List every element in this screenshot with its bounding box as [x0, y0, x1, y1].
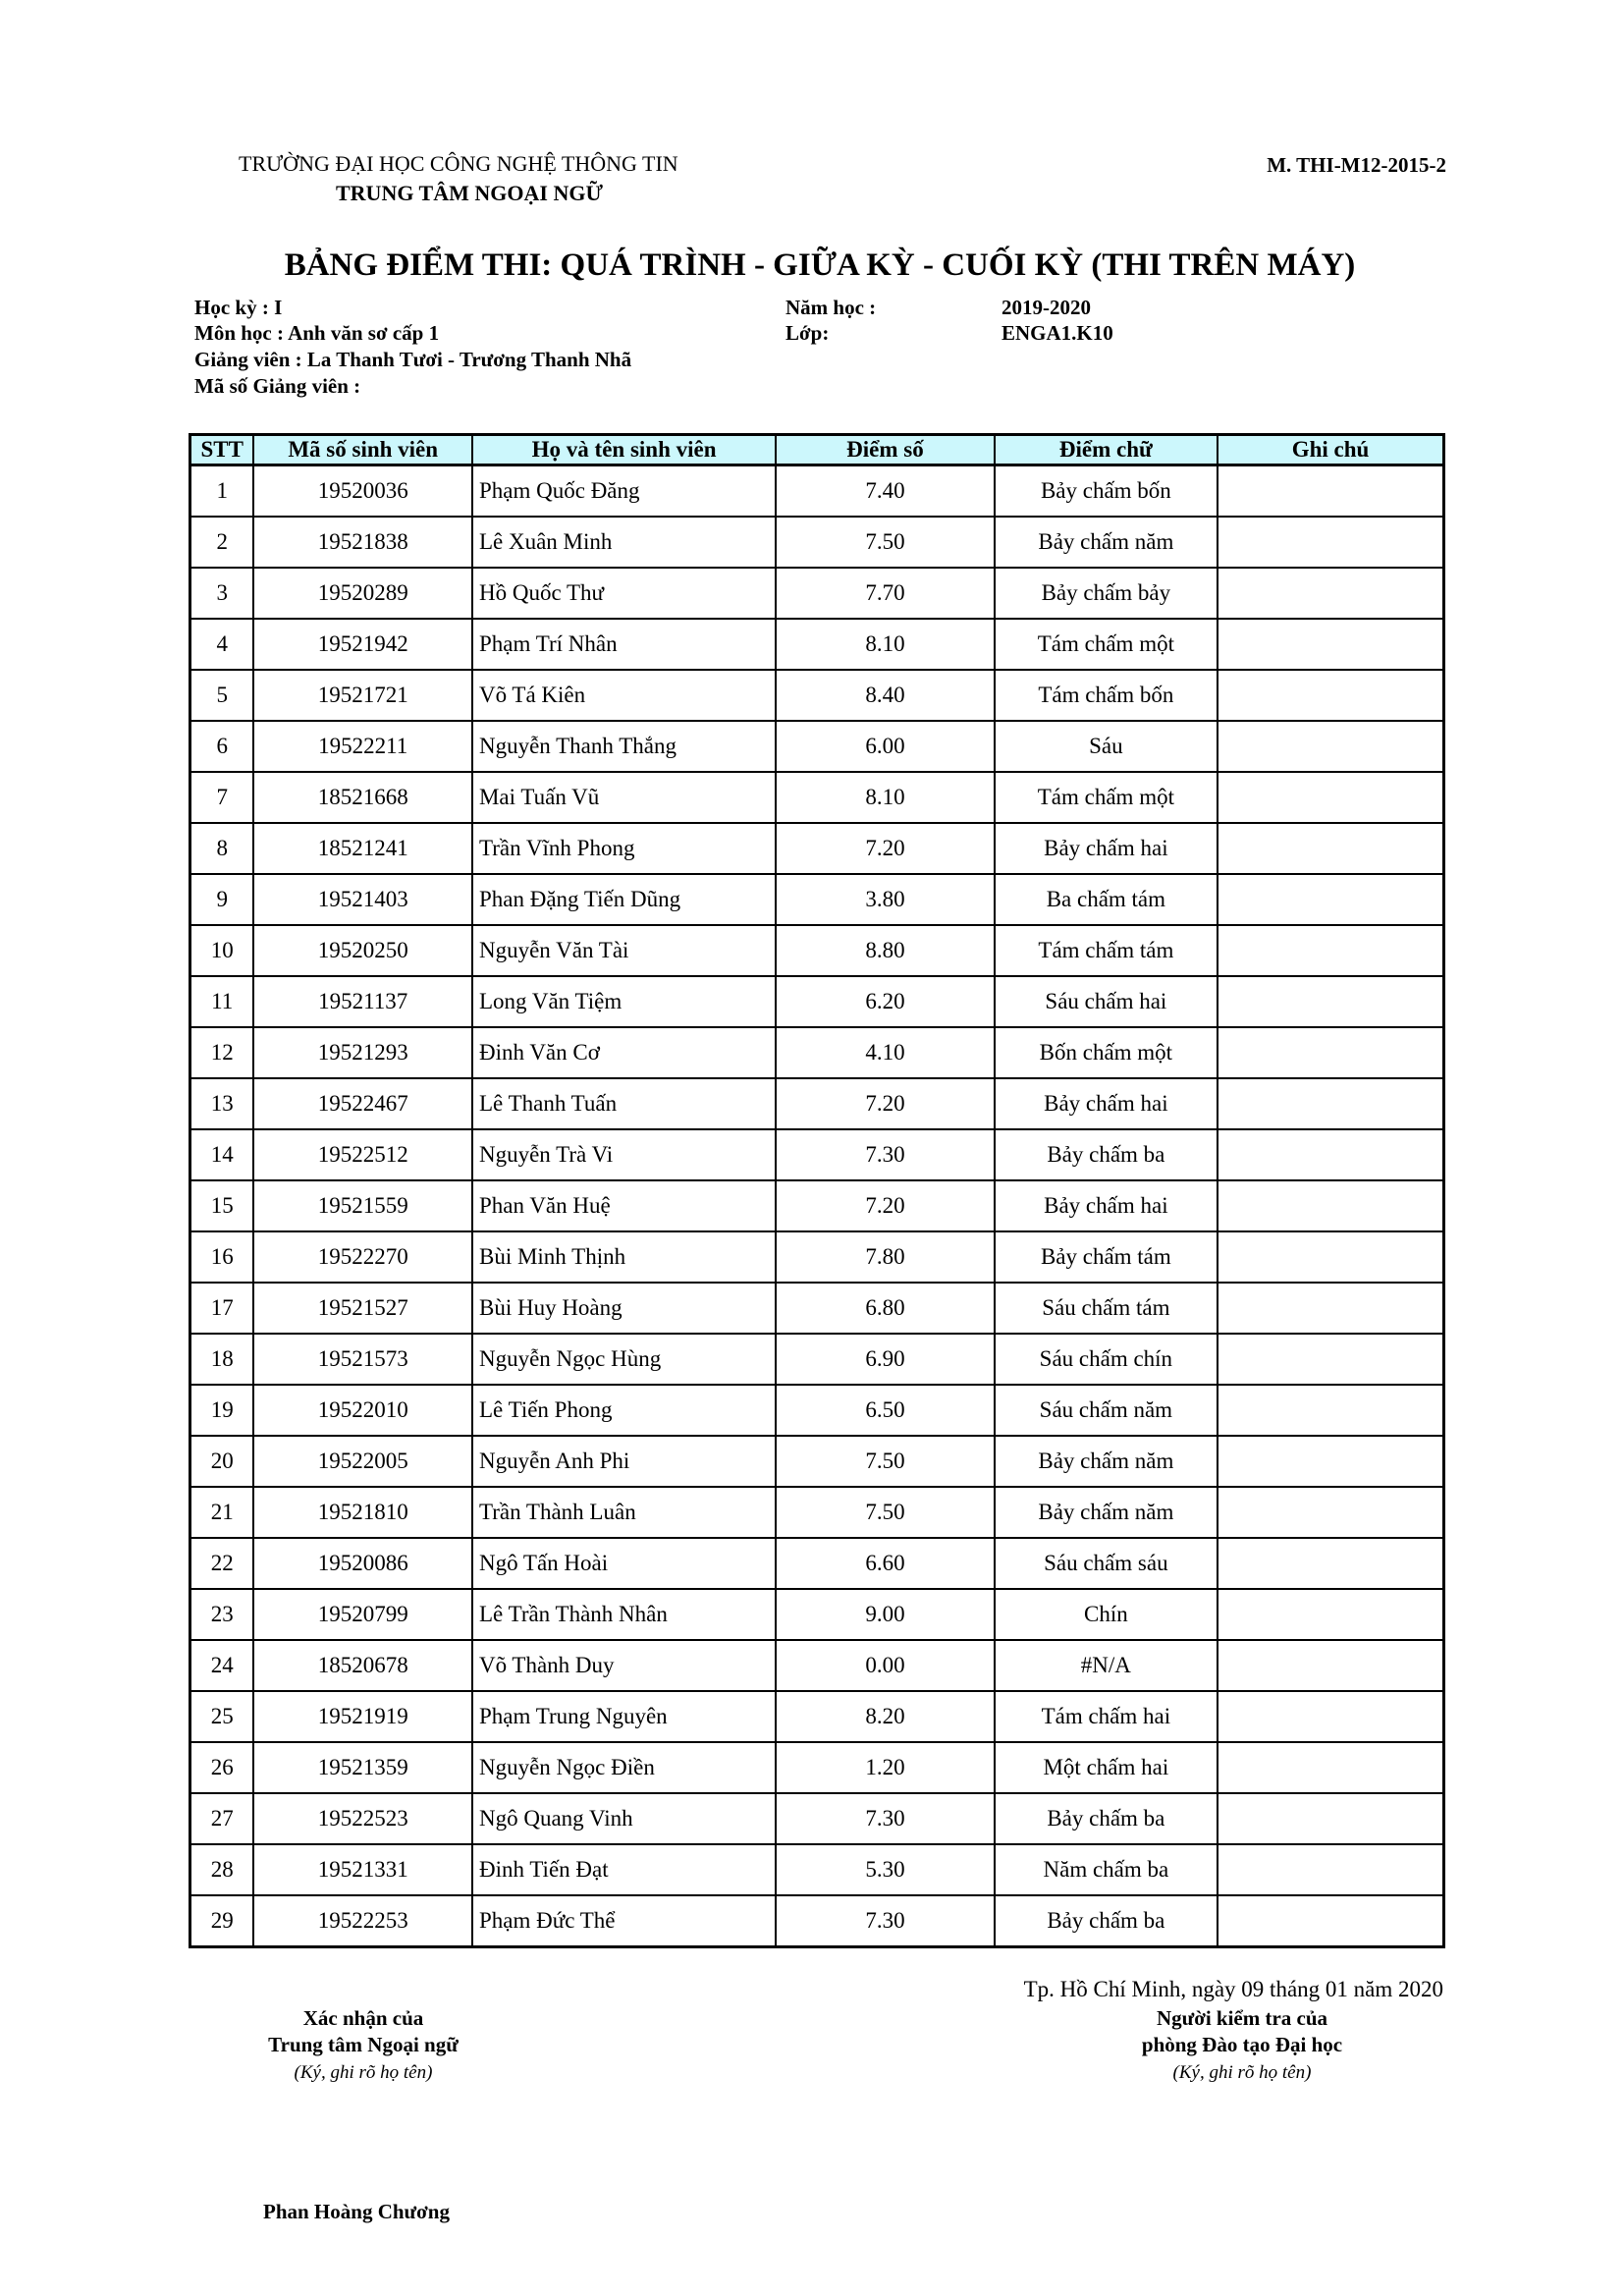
cell-note [1218, 1027, 1443, 1078]
cell-stt: 23 [190, 1589, 254, 1640]
cell-stt: 28 [190, 1844, 254, 1895]
cell-score: 8.40 [776, 670, 994, 721]
cell-score: 6.20 [776, 976, 994, 1027]
cell-score: 7.80 [776, 1231, 994, 1283]
cell-student-name: Lê Xuân Minh [472, 517, 776, 568]
cell-score-words: Tám chấm tám [995, 925, 1218, 976]
table-row [190, 1078, 1444, 1129]
cell-student-id: 19522512 [253, 1129, 472, 1180]
cell-student-id: 19522211 [253, 721, 472, 772]
cell-score: 7.40 [776, 465, 994, 518]
cell-stt: 29 [190, 1895, 254, 1947]
cell-score: 6.50 [776, 1385, 994, 1436]
cell-student-id: 19520799 [253, 1589, 472, 1640]
cell-stt: 26 [190, 1742, 254, 1793]
cell-note [1218, 1742, 1443, 1793]
cell-note [1218, 874, 1443, 925]
cell-stt: 8 [190, 823, 254, 874]
class-label: Lớp: [785, 321, 830, 345]
cell-score-words: Sáu [995, 721, 1218, 772]
cell-score: 0.00 [776, 1640, 994, 1691]
cell-student-name: Bùi Huy Hoàng [472, 1283, 776, 1334]
lecturer-id-label: Mã số Giảng viên : [194, 374, 361, 398]
cell-note [1218, 1487, 1443, 1538]
cell-note [1218, 976, 1443, 1027]
cell-student-id: 19521137 [253, 976, 472, 1027]
cell-score-words: Bảy chấm tám [995, 1231, 1218, 1283]
cell-score-words: Bảy chấm năm [995, 1487, 1218, 1538]
table-row [190, 1895, 1444, 1947]
cell-student-name: Trần Thành Luân [472, 1487, 776, 1538]
cell-score-words: Sáu chấm hai [995, 976, 1218, 1027]
cell-score-words: Ba chấm tám [995, 874, 1218, 925]
cell-student-id: 19520086 [253, 1538, 472, 1589]
table-row [190, 670, 1444, 721]
cell-student-id: 19521573 [253, 1334, 472, 1385]
cell-note [1218, 721, 1443, 772]
class-value: ENGA1.K10 [1001, 321, 1113, 345]
cell-stt: 25 [190, 1691, 254, 1742]
cell-stt: 27 [190, 1793, 254, 1844]
cell-student-name: Võ Thành Duy [472, 1640, 776, 1691]
cell-note [1218, 670, 1443, 721]
table-row [190, 1487, 1444, 1538]
table-row [190, 721, 1444, 772]
cell-student-name: Ngô Quang Vinh [472, 1793, 776, 1844]
table-row [190, 976, 1444, 1027]
cell-stt: 22 [190, 1538, 254, 1589]
cell-score: 8.80 [776, 925, 994, 976]
cell-note [1218, 1385, 1443, 1436]
cell-student-name: Phan Văn Huệ [472, 1180, 776, 1231]
left-signature-note: (Ký, ghi rõ họ tên) [294, 2062, 433, 2083]
cell-student-id: 19522253 [253, 1895, 472, 1947]
cell-score: 6.90 [776, 1334, 994, 1385]
cell-student-name: Phạm Trung Nguyên [472, 1691, 776, 1742]
subject-label: Môn học : Anh văn sơ cấp 1 [194, 321, 440, 345]
cell-stt: 3 [190, 568, 254, 619]
cell-note [1218, 1640, 1443, 1691]
cell-student-id: 18521668 [253, 772, 472, 823]
cell-stt: 17 [190, 1283, 254, 1334]
cell-student-id: 19522270 [253, 1231, 472, 1283]
cell-stt: 13 [190, 1078, 254, 1129]
cell-score: 7.30 [776, 1895, 994, 1947]
center-name: TRUNG TÂM NGOẠI NGỮ [336, 181, 603, 205]
table-header-row [190, 435, 1444, 465]
cell-student-id: 19521721 [253, 670, 472, 721]
place-date: Tp. Hồ Chí Minh, ngày 09 tháng 01 năm 2020 [1023, 1977, 1443, 2001]
cell-note [1218, 772, 1443, 823]
cell-student-name: Phạm Quốc Đăng [472, 465, 776, 518]
cell-note [1218, 1078, 1443, 1129]
term-label: Học kỳ : I [194, 296, 283, 319]
cell-score: 6.00 [776, 721, 994, 772]
cell-score: 1.20 [776, 1742, 994, 1793]
table-row [190, 1180, 1444, 1231]
cell-student-name: Nguyễn Ngọc Hùng [472, 1334, 776, 1385]
cell-student-id: 19520036 [253, 465, 472, 518]
cell-stt: 2 [190, 517, 254, 568]
cell-score-words: Tám chấm bốn [995, 670, 1218, 721]
cell-student-id: 19521293 [253, 1027, 472, 1078]
cell-note [1218, 1436, 1443, 1487]
cell-student-name: Nguyễn Ngọc Điền [472, 1742, 776, 1793]
cell-student-name: Phạm Đức Thể [472, 1895, 776, 1947]
cell-stt: 15 [190, 1180, 254, 1231]
table-row [190, 1436, 1444, 1487]
table-row [190, 1129, 1444, 1180]
left-signer-name: Phan Hoàng Chương [263, 2200, 450, 2223]
cell-note [1218, 1844, 1443, 1895]
table-row [190, 874, 1444, 925]
cell-note [1218, 823, 1443, 874]
right-signature-title: Người kiểm tra của [1156, 2006, 1328, 2030]
table-row [190, 925, 1444, 976]
form-code: M. THI-M12-2015-2 [1267, 153, 1446, 177]
cell-score-words: #N/A [995, 1640, 1218, 1691]
cell-stt: 21 [190, 1487, 254, 1538]
cell-student-name: Nguyễn Văn Tài [472, 925, 776, 976]
table-row [190, 1334, 1444, 1385]
table-row [190, 1027, 1444, 1078]
table-row [190, 772, 1444, 823]
table-row [190, 1691, 1444, 1742]
cell-stt: 24 [190, 1640, 254, 1691]
cell-score-words: Năm chấm ba [995, 1844, 1218, 1895]
cell-student-id: 19521919 [253, 1691, 472, 1742]
left-signature-title: Xác nhận của [302, 2006, 424, 2030]
cell-stt: 12 [190, 1027, 254, 1078]
cell-score-words: Bảy chấm ba [995, 1129, 1218, 1180]
cell-score: 6.80 [776, 1283, 994, 1334]
cell-note [1218, 568, 1443, 619]
table-row [190, 619, 1444, 670]
table-row [190, 1742, 1444, 1793]
lecturer-label: Giảng viên : La Thanh Tươi - Trương Thanh Nhã [194, 348, 632, 371]
table-row [190, 1589, 1444, 1640]
cell-student-name: Lê Thanh Tuấn [472, 1078, 776, 1129]
table-row [190, 517, 1444, 568]
cell-score-words: Tám chấm một [995, 772, 1218, 823]
table-row [190, 1283, 1444, 1334]
cell-student-id: 19522523 [253, 1793, 472, 1844]
cell-score-words: Bảy chấm bảy [995, 568, 1218, 619]
cell-score-words: Bảy chấm hai [995, 823, 1218, 874]
cell-student-id: 18521241 [253, 823, 472, 874]
cell-score-words: Một chấm hai [995, 1742, 1218, 1793]
cell-stt: 6 [190, 721, 254, 772]
cell-note [1218, 1691, 1443, 1742]
cell-student-name: Phạm Trí Nhân [472, 619, 776, 670]
cell-score: 8.10 [776, 619, 994, 670]
cell-student-id: 19521838 [253, 517, 472, 568]
table-row [190, 1844, 1444, 1895]
cell-student-id: 19521331 [253, 1844, 472, 1895]
table-row [190, 1538, 1444, 1589]
cell-stt: 14 [190, 1129, 254, 1180]
header-stt: STT [190, 435, 254, 465]
cell-note [1218, 1589, 1443, 1640]
cell-student-id: 19521942 [253, 619, 472, 670]
cell-student-name: Long Văn Tiệm [472, 976, 776, 1027]
cell-student-id: 19521403 [253, 874, 472, 925]
cell-score-words: Bảy chấm năm [995, 1436, 1218, 1487]
cell-score-words: Bảy chấm hai [995, 1180, 1218, 1231]
cell-student-id: 19521527 [253, 1283, 472, 1334]
table-row [190, 1793, 1444, 1844]
cell-stt: 18 [190, 1334, 254, 1385]
cell-score: 7.50 [776, 517, 994, 568]
year-label: Năm học : [785, 296, 877, 319]
cell-score: 3.80 [776, 874, 994, 925]
cell-student-name: Ngô Tấn Hoài [472, 1538, 776, 1589]
cell-stt: 4 [190, 619, 254, 670]
cell-student-id: 19520289 [253, 568, 472, 619]
cell-student-name: Đinh Tiến Đạt [472, 1844, 776, 1895]
cell-student-id: 19522467 [253, 1078, 472, 1129]
cell-score-words: Bảy chấm hai [995, 1078, 1218, 1129]
left-signature-org: Trung tâm Ngoại ngữ [268, 2033, 459, 2056]
header-score: Điểm số [776, 435, 994, 465]
cell-score-words: Bảy chấm ba [995, 1793, 1218, 1844]
cell-student-id: 19520250 [253, 925, 472, 976]
cell-note [1218, 465, 1443, 518]
table-row [190, 823, 1444, 874]
table-row [190, 1385, 1444, 1436]
table-row [190, 568, 1444, 619]
cell-score: 8.10 [776, 772, 994, 823]
cell-student-name: Hồ Quốc Thư [472, 568, 776, 619]
cell-student-id: 18520678 [253, 1640, 472, 1691]
cell-score-words: Bốn chấm một [995, 1027, 1218, 1078]
cell-student-name: Võ Tá Kiên [472, 670, 776, 721]
cell-stt: 7 [190, 772, 254, 823]
cell-score: 9.00 [776, 1589, 994, 1640]
cell-note [1218, 1793, 1443, 1844]
cell-student-id: 19521559 [253, 1180, 472, 1231]
cell-score: 7.20 [776, 1180, 994, 1231]
cell-student-name: Nguyễn Trà Vi [472, 1129, 776, 1180]
cell-score: 7.50 [776, 1436, 994, 1487]
cell-score: 8.20 [776, 1691, 994, 1742]
cell-student-name: Nguyễn Anh Phi [472, 1436, 776, 1487]
grades-table [189, 433, 1445, 1948]
cell-score-words: Bảy chấm ba [995, 1895, 1218, 1947]
cell-note [1218, 1334, 1443, 1385]
cell-student-name: Lê Tiến Phong [472, 1385, 776, 1436]
cell-score: 7.50 [776, 1487, 994, 1538]
cell-score: 7.20 [776, 1078, 994, 1129]
cell-note [1218, 517, 1443, 568]
cell-stt: 20 [190, 1436, 254, 1487]
cell-score: 7.30 [776, 1793, 994, 1844]
cell-student-id: 19521810 [253, 1487, 472, 1538]
cell-student-name: Mai Tuấn Vũ [472, 772, 776, 823]
right-signature-note: (Ký, ghi rõ họ tên) [1172, 2062, 1312, 2083]
cell-note [1218, 1283, 1443, 1334]
table-row [190, 1231, 1444, 1283]
header-student-id: Mã số sinh viên [253, 435, 472, 465]
cell-stt: 5 [190, 670, 254, 721]
cell-score: 6.60 [776, 1538, 994, 1589]
cell-student-name: Đinh Văn Cơ [472, 1027, 776, 1078]
cell-student-name: Bùi Minh Thịnh [472, 1231, 776, 1283]
cell-stt: 1 [190, 465, 254, 518]
header-student-name: Họ và tên sinh viên [472, 435, 776, 465]
cell-student-id: 19521359 [253, 1742, 472, 1793]
right-signature-org: phòng Đào tạo Đại học [1141, 2033, 1343, 2056]
cell-student-id: 19522005 [253, 1436, 472, 1487]
cell-score: 4.10 [776, 1027, 994, 1078]
cell-score: 7.20 [776, 823, 994, 874]
cell-score-words: Chín [995, 1589, 1218, 1640]
cell-student-name: Lê Trần Thành Nhân [472, 1589, 776, 1640]
page-title: BẢNG ĐIỂM THI: QUÁ TRÌNH - GIỮA KỲ - CUỐI KỲ (THI TRÊN MÁY) [284, 247, 1356, 283]
header-score-words: Điểm chữ [995, 435, 1218, 465]
cell-score-words: Tám chấm một [995, 619, 1218, 670]
school-name: TRƯỜNG ĐẠI HỌC CÔNG NGHỆ THÔNG TIN [239, 151, 678, 176]
cell-score-words: Bảy chấm năm [995, 517, 1218, 568]
cell-stt: 9 [190, 874, 254, 925]
cell-note [1218, 1180, 1443, 1231]
cell-score-words: Tám chấm hai [995, 1691, 1218, 1742]
header-note: Ghi chú [1218, 435, 1443, 465]
cell-score: 7.30 [776, 1129, 994, 1180]
cell-score-words: Sáu chấm tám [995, 1283, 1218, 1334]
cell-score-words: Sáu chấm chín [995, 1334, 1218, 1385]
cell-note [1218, 1129, 1443, 1180]
cell-score-words: Bảy chấm bốn [995, 465, 1218, 518]
cell-student-name: Nguyễn Thanh Thắng [472, 721, 776, 772]
cell-note [1218, 1231, 1443, 1283]
cell-stt: 10 [190, 925, 254, 976]
cell-student-name: Phan Đặng Tiến Dũng [472, 874, 776, 925]
cell-note [1218, 925, 1443, 976]
cell-score-words: Sáu chấm sáu [995, 1538, 1218, 1589]
cell-score: 5.30 [776, 1844, 994, 1895]
cell-student-name: Trần Vĩnh Phong [472, 823, 776, 874]
cell-student-id: 19522010 [253, 1385, 472, 1436]
cell-note [1218, 619, 1443, 670]
year-value: 2019-2020 [1001, 296, 1091, 319]
table-row [190, 465, 1444, 518]
cell-stt: 19 [190, 1385, 254, 1436]
cell-score-words: Sáu chấm năm [995, 1385, 1218, 1436]
cell-note [1218, 1538, 1443, 1589]
table-row [190, 1640, 1444, 1691]
cell-stt: 16 [190, 1231, 254, 1283]
cell-stt: 11 [190, 976, 254, 1027]
cell-score: 7.70 [776, 568, 994, 619]
cell-note [1218, 1895, 1443, 1947]
